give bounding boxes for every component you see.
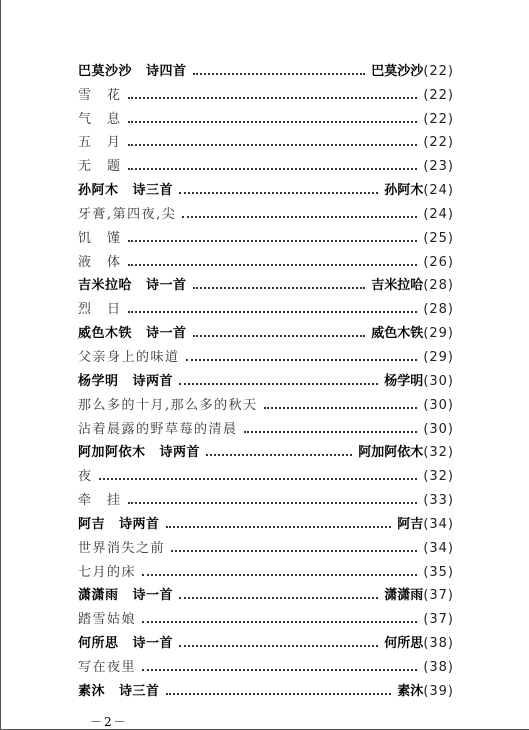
- page-ref: (30): [423, 397, 454, 413]
- poem-count-label: 诗三首: [119, 683, 160, 699]
- page-ref: (34): [423, 540, 454, 556]
- author-name: 潇潇雨: [78, 588, 119, 604]
- toc-heading-title: [78, 322, 187, 341]
- author-name: 素沐: [78, 683, 106, 699]
- toc-right-column: [423, 541, 454, 556]
- toc-right-column: [384, 632, 454, 651]
- poem-count-label: 诗两首: [119, 516, 160, 532]
- dot-leader: [128, 311, 418, 313]
- toc-heading-title: [78, 274, 187, 293]
- toc-poem-entry: [78, 103, 454, 127]
- page-ref: (37): [423, 612, 454, 628]
- page-ref: (32): [423, 445, 454, 461]
- dot-leader: [171, 550, 417, 552]
- page-ref: (23): [423, 159, 454, 175]
- poem-title: 踏雪姑娘: [78, 612, 137, 628]
- poem-title: 牵 挂: [78, 493, 122, 509]
- dot-leader: [193, 335, 366, 337]
- poem-title: 七月的床: [78, 564, 137, 580]
- poem-count-label: 诗两首: [159, 445, 201, 461]
- toc-right-column: [423, 231, 454, 246]
- author-name: 孙阿木: [78, 183, 119, 199]
- page-ref: (29): [423, 349, 454, 365]
- page-ref: (28): [423, 278, 454, 294]
- page-ref: (29): [423, 326, 454, 342]
- author-name: 威色木铁: [78, 326, 133, 342]
- toc-poem-entry: [78, 222, 454, 246]
- toc-right-column: [423, 660, 454, 675]
- poem-title: 父亲身上的味道: [78, 349, 180, 365]
- poem-title: 无 题: [78, 159, 122, 175]
- toc-right-column: [397, 680, 454, 699]
- table-of-contents: [78, 55, 454, 699]
- toc-right-column: [423, 255, 454, 270]
- poem-title: 夜: [78, 469, 93, 485]
- author-name: 阿加阿依木: [78, 445, 146, 461]
- toc-right-column: [423, 612, 454, 627]
- dot-leader: [182, 216, 417, 218]
- toc-author-heading: [78, 270, 454, 294]
- toc-poem-entry: [78, 246, 454, 270]
- page-ref: (22): [423, 63, 454, 79]
- page-ref: (22): [423, 111, 454, 127]
- poem-count-label: 诗一首: [132, 588, 174, 604]
- toc-author-heading: [78, 55, 454, 79]
- author-name-right: 杨学明: [384, 373, 424, 389]
- author-name: 巴莫沙沙: [78, 63, 133, 79]
- toc-author-heading: [78, 580, 454, 604]
- dot-leader: [128, 121, 418, 123]
- toc-author-heading: [78, 174, 454, 198]
- toc-author-heading: [78, 437, 454, 461]
- toc-right-column: [371, 274, 454, 293]
- dot-leader: [142, 621, 417, 623]
- author-name-right: 何所思: [384, 636, 424, 652]
- toc-heading-title: [78, 584, 173, 603]
- poem-title: 饥 馑: [78, 230, 122, 246]
- toc-right-column: [423, 398, 454, 413]
- author-name-right: 素沐: [397, 683, 424, 699]
- poem-count-label: 诗三首: [132, 183, 174, 199]
- author-name: 何所思: [78, 636, 119, 652]
- dot-leader: [128, 264, 418, 266]
- author-name-right: 潇潇雨: [384, 588, 424, 604]
- poem-title: 五 月: [78, 135, 122, 151]
- dot-leader: [99, 478, 418, 480]
- toc-right-column: [423, 135, 454, 150]
- toc-right-column: [423, 302, 454, 317]
- toc-right-column: [423, 469, 454, 484]
- dot-leader: [128, 97, 418, 99]
- toc-poem-entry: [78, 413, 454, 437]
- toc-right-column: [384, 584, 454, 603]
- page-ref: (22): [423, 135, 454, 151]
- page-ref: (30): [423, 421, 454, 437]
- dot-leader: [193, 73, 366, 75]
- dot-leader: [128, 240, 418, 242]
- toc-poem-entry: [78, 651, 454, 675]
- dot-leader: [206, 454, 352, 456]
- author-name: 吉米拉哈: [78, 278, 133, 294]
- poem-count-label: 诗四首: [146, 63, 187, 79]
- page-ref: (26): [423, 254, 454, 270]
- page-ref: (32): [423, 469, 454, 485]
- poem-title: 沾着晨露的野草莓的清晨: [78, 421, 238, 437]
- toc-right-column: [423, 565, 454, 580]
- toc-heading-title: [78, 680, 160, 699]
- toc-right-column: [423, 159, 454, 174]
- toc-poem-entry: [78, 341, 454, 365]
- dot-leader: [179, 597, 378, 599]
- author-name-right: 阿吉: [397, 516, 424, 532]
- author-name-right: 威色木铁: [371, 326, 424, 342]
- dot-leader: [128, 502, 418, 504]
- page-ref: (35): [423, 564, 454, 580]
- page-ref: (30): [423, 373, 454, 389]
- toc-author-heading: [78, 365, 454, 389]
- toc-poem-entry: [78, 389, 454, 413]
- dot-leader: [166, 526, 392, 528]
- page-number: －2－: [90, 715, 128, 729]
- dot-leader: [166, 693, 392, 695]
- page-ref: (38): [423, 636, 454, 652]
- page-ref: (34): [423, 516, 454, 532]
- toc-right-column: [397, 513, 454, 532]
- toc-right-column: [358, 441, 454, 460]
- page-ref: (37): [423, 588, 454, 604]
- toc-poem-entry: [78, 293, 454, 317]
- toc-right-column: [423, 350, 454, 365]
- poem-count-label: 诗一首: [146, 278, 187, 294]
- dot-leader: [179, 192, 378, 194]
- toc-author-heading: [78, 675, 454, 699]
- toc-poem-entry: [78, 603, 454, 627]
- toc-right-column: [423, 422, 454, 437]
- toc-right-column: [384, 370, 454, 389]
- toc-poem-entry: [78, 460, 454, 484]
- toc-heading-title: [78, 370, 173, 389]
- dot-leader: [128, 168, 418, 170]
- toc-poem-entry: [78, 556, 454, 580]
- toc-poem-entry: [78, 484, 454, 508]
- toc-author-heading: [78, 627, 454, 651]
- poem-title: 气 息: [78, 111, 122, 127]
- dot-leader: [179, 383, 378, 385]
- dot-leader: [244, 431, 418, 433]
- toc-heading-title: [78, 632, 173, 651]
- poem-count-label: 诗两首: [132, 373, 174, 389]
- page-ref: (25): [423, 230, 454, 246]
- page-ref: (39): [423, 683, 454, 699]
- author-name: 阿吉: [78, 516, 106, 532]
- page-ref: (33): [423, 493, 454, 509]
- page-ref: (24): [423, 206, 454, 222]
- toc-heading-title: [78, 441, 200, 460]
- author-name: 杨学明: [78, 373, 119, 389]
- toc-right-column: [423, 207, 454, 222]
- toc-heading-title: [78, 513, 160, 532]
- dot-leader: [193, 287, 366, 289]
- toc-poem-entry: [78, 79, 454, 103]
- dot-leader: [179, 645, 378, 647]
- dot-leader: [186, 359, 418, 361]
- poem-count-label: 诗一首: [146, 326, 187, 342]
- toc-right-column: [423, 88, 454, 103]
- poem-title: 牙膏,第四夜,尖: [78, 206, 177, 222]
- toc-poem-entry: [78, 532, 454, 556]
- poem-title: 那么多的十月,那么多的秋天: [78, 397, 258, 413]
- page-ref: (38): [423, 659, 454, 675]
- toc-heading-title: [78, 179, 173, 198]
- toc-right-column: [423, 493, 454, 508]
- toc-right-column: [384, 179, 454, 198]
- toc-poem-entry: [78, 198, 454, 222]
- dot-leader: [142, 574, 417, 576]
- toc-right-column: [371, 60, 454, 79]
- toc-poem-entry: [78, 127, 454, 151]
- poem-count-label: 诗一首: [132, 636, 174, 652]
- toc-right-column: [423, 112, 454, 127]
- toc-heading-title: [78, 60, 187, 79]
- dot-leader: [142, 669, 417, 671]
- page-ref: (24): [423, 183, 454, 199]
- page-ref: (22): [423, 87, 454, 103]
- poem-title: 雪 花: [78, 87, 122, 103]
- poem-title: 液 体: [78, 254, 122, 270]
- poem-title: 烈 日: [78, 302, 122, 318]
- poem-title: 写在夜里: [78, 659, 137, 675]
- toc-author-heading: [78, 317, 454, 341]
- author-name-right: 阿加阿依木: [358, 445, 424, 461]
- page-ref: (28): [423, 302, 454, 318]
- author-name-right: 巴莫沙沙: [371, 63, 424, 79]
- dot-leader: [128, 144, 418, 146]
- toc-author-heading: [78, 508, 454, 532]
- author-name-right: 孙阿木: [384, 183, 424, 199]
- dot-leader: [264, 407, 418, 409]
- toc-right-column: [371, 322, 454, 341]
- author-name-right: 吉米拉哈: [371, 278, 424, 294]
- poem-title: 世界消失之前: [78, 540, 166, 556]
- toc-poem-entry: [78, 150, 454, 174]
